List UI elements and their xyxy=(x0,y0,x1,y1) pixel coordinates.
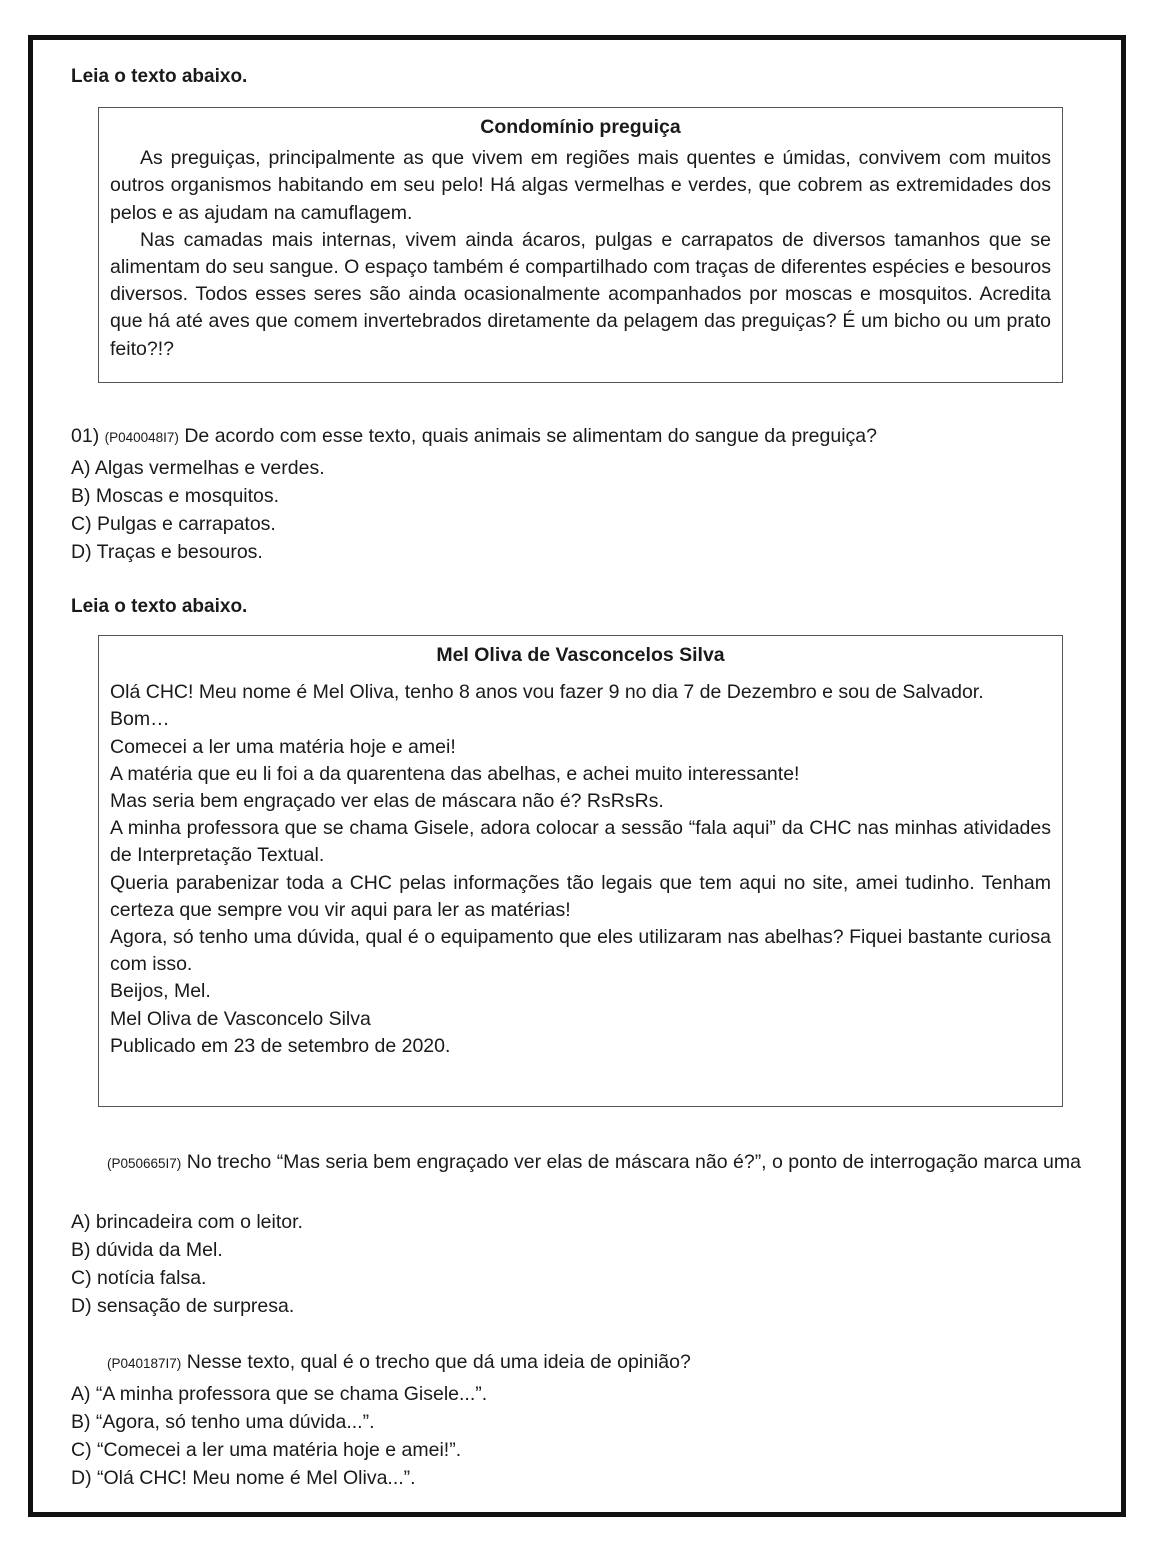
question-text: Nesse texto, qual é o trecho que dá uma ideia de opinião? xyxy=(186,1351,691,1373)
text-box-condominio xyxy=(98,107,1063,383)
q2-option-b[interactable]: B) dúvida da Mel. xyxy=(71,1239,223,1261)
question-code: (P040187I7) xyxy=(107,1356,182,1371)
text-line: Agora, só tenho uma dúvida, qual é o equipamento que eles utilizaram nas abelhas? Fiquei bastante curiosa com isso. xyxy=(110,926,1051,976)
question-text: No trecho “Mas seria bem engraçado ver elas de máscara não é?”, o ponto de interrogação marca uma xyxy=(186,1151,1081,1173)
text-line: Bom… xyxy=(110,708,170,731)
text-title: Mel Oliva de Vasconcelos Silva xyxy=(436,644,725,666)
text-line: Mel Oliva de Vasconcelo Silva xyxy=(110,1007,371,1030)
question-text: De acordo com esse texto, quais animais se alimentam do sangue da preguiça? xyxy=(184,425,877,447)
q1-option-a[interactable]: A) Algas vermelhas e verdes. xyxy=(71,457,325,479)
text-line: A minha professora que se chama Gisele, adora colocar a sessão “fala aqui” da CHC nas minhas atividades de Interpretação Textual. xyxy=(110,817,1051,867)
q1-option-b[interactable]: B) Moscas e mosquitos. xyxy=(71,485,280,507)
text-box-mel-oliva xyxy=(98,635,1063,1107)
q2-option-d[interactable]: D) sensação de surpresa. xyxy=(71,1295,295,1317)
q3-option-d[interactable]: D) “Olá CHC! Meu nome é Mel Oliva...”. xyxy=(71,1467,416,1489)
q3-option-b[interactable]: B) “Agora, só tenho uma dúvida...”. xyxy=(71,1411,375,1433)
section1-lead: Leia o texto abaixo. xyxy=(71,66,248,87)
text-line: Mas seria bem engraçado ver elas de máscara não é? RsRsRs. xyxy=(110,790,664,813)
question-1 xyxy=(71,422,1091,452)
question-3 xyxy=(71,1348,1091,1378)
text-paragraph: Nas camadas mais internas, vivem ainda ácaros, pulgas e carrapatos de diversos tamanhos que se alimentam do seu sangue. O espaço também é compartilhado com traças de diferentes espécies e besouros diversos. Todos esses seres são ainda ocasionalmente acompanhados por moscas e mosquitos. Acredita que há até aves que comem invertebrados diretamente da pelagem das preguiças? É um bicho ou um prato feito?!? xyxy=(110,228,1051,360)
q1-option-d[interactable]: D) Traças e besouros. xyxy=(71,541,263,563)
text-line: Olá CHC! Meu nome é Mel Oliva, tenho 8 anos vou fazer 9 no dia 7 de Dezembro e sou de Salvador. xyxy=(110,681,984,704)
text-paragraph: As preguiças, principalmente as que vivem em regiões mais quentes e úmidas, convivem com muitos outros organismos habitando em seu pelo! Há algas vermelhas e verdes, que cobrem as extremidades dos pelos e as ajudam na camuflagem. xyxy=(110,147,1051,224)
section2-lead: Leia o texto abaixo. xyxy=(71,596,248,617)
text-title: Condomínio preguiça xyxy=(480,116,681,138)
question-code: (P040048I7) xyxy=(104,430,179,445)
q2-option-c[interactable]: C) notícia falsa. xyxy=(71,1267,207,1289)
text-line: Beijos, Mel. xyxy=(110,980,211,1003)
question-2 xyxy=(71,1148,1091,1178)
q1-option-c[interactable]: C) Pulgas e carrapatos. xyxy=(71,513,276,535)
text-line: Queria parabenizar toda a CHC pelas informações tão legais que tem aqui no site, amei tudinho. Tenham certeza que sempre vou vir aqui para ler as matérias! xyxy=(110,871,1051,921)
question-code: (P050665I7) xyxy=(107,1156,182,1171)
q2-option-a[interactable]: A) brincadeira com o leitor. xyxy=(71,1211,303,1233)
question-number: 01) xyxy=(71,425,100,447)
q3-option-c[interactable]: C) “Comecei a ler uma matéria hoje e amei!”. xyxy=(71,1439,462,1461)
text-line: Publicado em 23 de setembro de 2020. xyxy=(110,1034,451,1057)
text-line: A matéria que eu li foi a da quarentena das abelhas, e achei muito interessante! xyxy=(110,762,800,785)
q3-option-a[interactable]: A) “A minha professora que se chama Gisele...”. xyxy=(71,1383,488,1405)
text-line: Comecei a ler uma matéria hoje e amei! xyxy=(110,735,456,758)
